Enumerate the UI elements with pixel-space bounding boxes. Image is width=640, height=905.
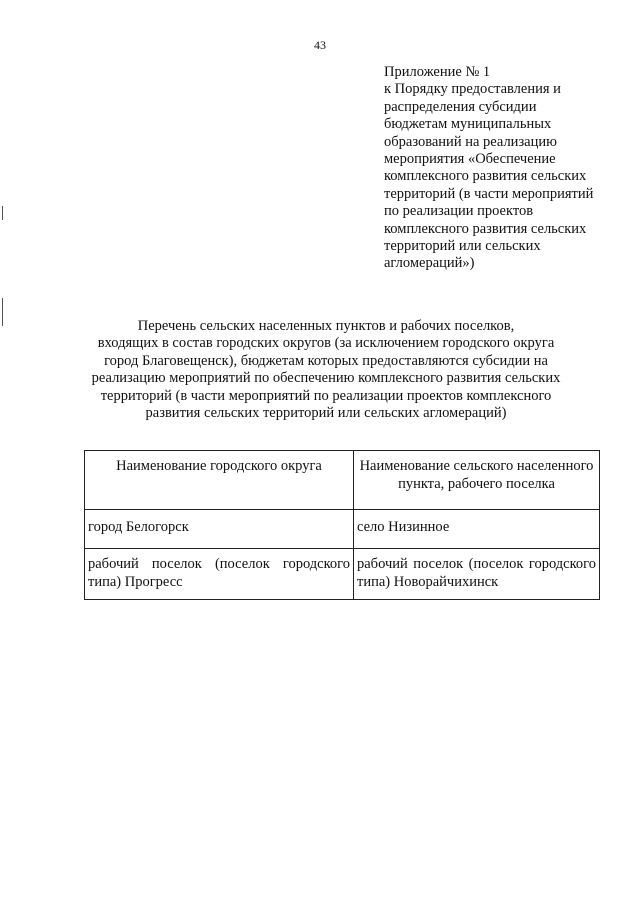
table-row [85,510,600,549]
header-settlement: Наименование сельского населенного пункта, рабочего поселка [354,451,600,510]
page-number: 43 [314,38,326,52]
appendix-line: комплексного развития сельских [384,220,587,237]
heading-line: реализацию мероприятий по обеспечению комплексного развития сельских [91,370,561,387]
cell-settlement: рабочий поселок (поселок городского типа) Новорайчихинск [354,549,600,600]
appendix-line: образований на реализацию [384,133,557,150]
appendix-line: распределения субсидии [384,98,537,115]
scan-margin-mark [2,206,3,220]
scan-margin-mark [2,298,3,326]
appendix-note [384,64,624,273]
cell-settlement: село Низинное [354,510,600,549]
appendix-line: территорий или сельских [384,238,541,255]
appendix-line: к Порядку предоставления и [384,81,561,98]
document-heading [60,318,592,422]
table-header-row [85,451,600,510]
heading-line: город Благовещенск), бюджетам которых предоставляются субсидии на [104,352,548,369]
appendix-line: территорий (в части мероприятий [384,185,594,202]
appendix-line: по реализации проектов [384,203,534,220]
heading-line: Перечень сельских населенных пунктов и рабочих поселков, [137,318,515,334]
appendix-line: агломераций») [384,255,475,272]
table-row [85,549,600,600]
heading-line: входящих в состав городских округов (за исключением городского округа [97,335,555,352]
appendix-line: комплексного развития сельских [384,168,587,185]
appendix-line: бюджетам муниципальных [384,116,552,133]
cell-urban-district: рабочий поселок (поселок городского типа) Прогресс [85,549,354,600]
appendix-line: Приложение № 1 [384,64,491,80]
cell-urban-district: город Белогорск [85,510,354,549]
header-urban-district: Наименование городского округа [85,451,354,510]
heading-line: территорий (в части мероприятий по реализации проектов комплексного [100,387,552,404]
heading-line: развития сельских территорий или сельских агломераций) [145,405,507,422]
settlements-table [84,450,600,600]
appendix-line: мероприятия «Обеспечение [384,151,556,168]
